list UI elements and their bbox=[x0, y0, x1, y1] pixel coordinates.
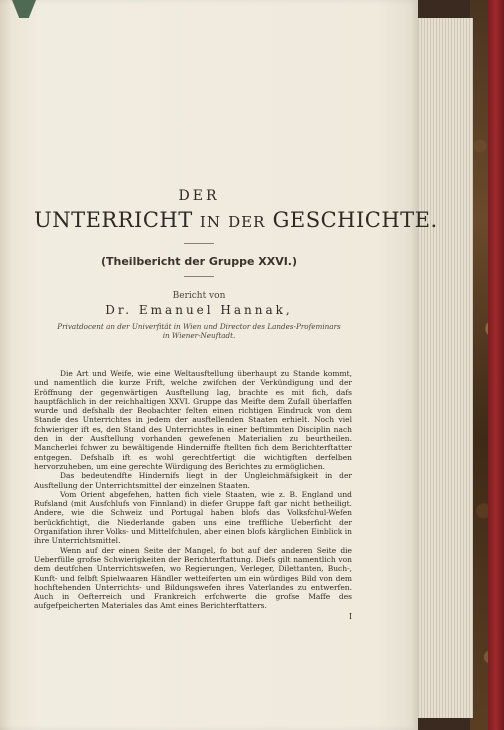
title-geschichte: GESCHICHTE. bbox=[272, 208, 438, 232]
page-fore-edge bbox=[414, 18, 473, 718]
page-number: I bbox=[348, 612, 352, 621]
title-unterricht: UNTERRICHT bbox=[34, 208, 193, 232]
title-der: DER bbox=[228, 213, 266, 231]
affiliation-line-2: in Wiener-Neuftadt. bbox=[162, 331, 236, 340]
author-name: Dr. Emanuel Hannak, bbox=[105, 303, 293, 317]
bookmark-ribbon bbox=[12, 0, 36, 18]
page-title bbox=[34, 208, 438, 232]
body-text bbox=[34, 369, 352, 611]
paragraph-1: Die Art und Weife, wie eine Weltausftellung überhaupt zu Stande kommt, und namentlich die kurze Frift, welche zwifchen der Verkündigung und der Eröffnung der gegenwärtigen Ausftellung lag, brachte es mit fich, dafs hauptfächlich in der reichhaltigen XXVI. Gruppe das Meifte dem Zufall überlaffen wurde und defshalb der Beobachter felten einen richtigen Eindruck von dem Stande des Unterrichtes in jedem der ausftellenden Staaten erhielt. Noch viel fchwieriger ift es, den Stand des Unterrichtes in einer beftimmten Disciplin nach den in der Ausftellung vorhanden gewefenen Materialien zu beurtheilen. Mancherlei fchwer zu bewältigende Hinderniffe ftellten fich dem Berichterftatter entgegen. Defshalb ift es wohl gerechtfertigt die wichtigften derfelben hervorzuheben, um eine gerechte Würdigung des Berichtes zu ermöglichen. bbox=[34, 369, 352, 471]
subtitle: (Theilbericht der Gruppe XXVI.) bbox=[100, 255, 298, 268]
paragraph-3: Vom Orient abgefehen, hatten fich viele Staaten, wie z. B. England und Rufsland (mit Ausfchlufs von Finnland) in diefer Gruppe faft gar nicht betheiligt. Andere, wie die Schweiz und Portugal haben blofs das Volksfchul-Wefen berückfichtigt, die Niederlande gaben uns eine treffliche Ueberficht der Organifation ihrer Volks- und Mittelfchulen, aber einen blofs kärglichen Einblick in ihre Unterrichtsmittel. bbox=[34, 489, 352, 546]
paragraph-2: Das bedeutendfte Hindernifs liegt in der Ungleichmäfsigkeit in der Ausftellung der Unterrichtsmittel der einzelnen Staaten. bbox=[34, 471, 352, 490]
divider-top bbox=[184, 243, 214, 244]
affiliation-line-1: Privatdocent an der Univerfität in Wien und Director des Landes-Profeminars bbox=[57, 322, 341, 331]
author-affiliation bbox=[34, 322, 364, 340]
title-in: IN bbox=[199, 213, 221, 231]
heading-der: DER bbox=[178, 188, 220, 204]
divider-bottom bbox=[184, 276, 214, 277]
book-spine-red bbox=[488, 0, 504, 730]
paragraph-4: Wenn auf der einen Seite der Mangel, fo bot auf der anderen Seite die Ueberfülle grofse Schwierigkeiten der Berichterftattung. Diefs gilt namentlich von dem deutfchen Unterrichtswefen, wo Regierungen, Verleger, Dilettanten, Buch-, Kunft- und felbft Spielwaaren Händler wetteiferten um ein würdiges Bild von dem hochftehenden Unterrichts- und Bildungswefen ihres Vaterlandes zu entwerfen. Auch in Oefterreich und Frankreich erfchwerte die grofse Maffe des aufgefpeicherten Materiales das Amt eines Berichterftatters. bbox=[34, 545, 352, 611]
bericht-von: Bericht von bbox=[172, 291, 226, 301]
